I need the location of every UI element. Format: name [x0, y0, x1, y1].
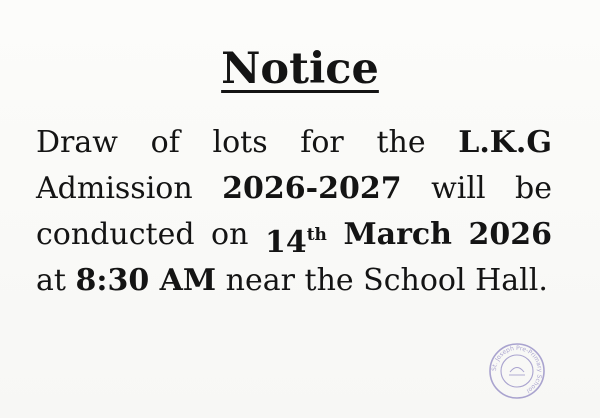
class-name: L.K.G: [458, 125, 552, 160]
academic-year: 2026-2027: [222, 171, 402, 206]
word: of: [150, 125, 180, 160]
word: the: [376, 125, 426, 160]
day-ordinal: th: [306, 225, 327, 245]
draw-date-year: 2026: [468, 217, 552, 252]
word: at: [36, 263, 66, 298]
draw-time: 8:30 AM: [75, 263, 217, 298]
word: be: [515, 171, 552, 206]
notice-title: [0, 40, 600, 98]
word: will: [431, 171, 486, 206]
notice-title-text: Notice: [221, 44, 379, 94]
notice-line-4: [36, 258, 552, 304]
word: for: [300, 125, 344, 160]
word: lots: [212, 125, 268, 160]
draw-date-month: March: [343, 217, 452, 252]
word: Admission: [36, 171, 193, 206]
day-number: 14: [264, 225, 307, 260]
word: Draw: [36, 125, 118, 160]
venue: near the School Hall.: [225, 263, 548, 298]
word: conducted: [36, 217, 195, 252]
school-seal-stamp-icon: [488, 342, 546, 400]
word: on: [211, 217, 249, 252]
notice-line-2: [36, 166, 552, 212]
seal-text: St. Joseph Pre-Primary School: [490, 344, 544, 395]
notice-line-1: [36, 120, 552, 166]
